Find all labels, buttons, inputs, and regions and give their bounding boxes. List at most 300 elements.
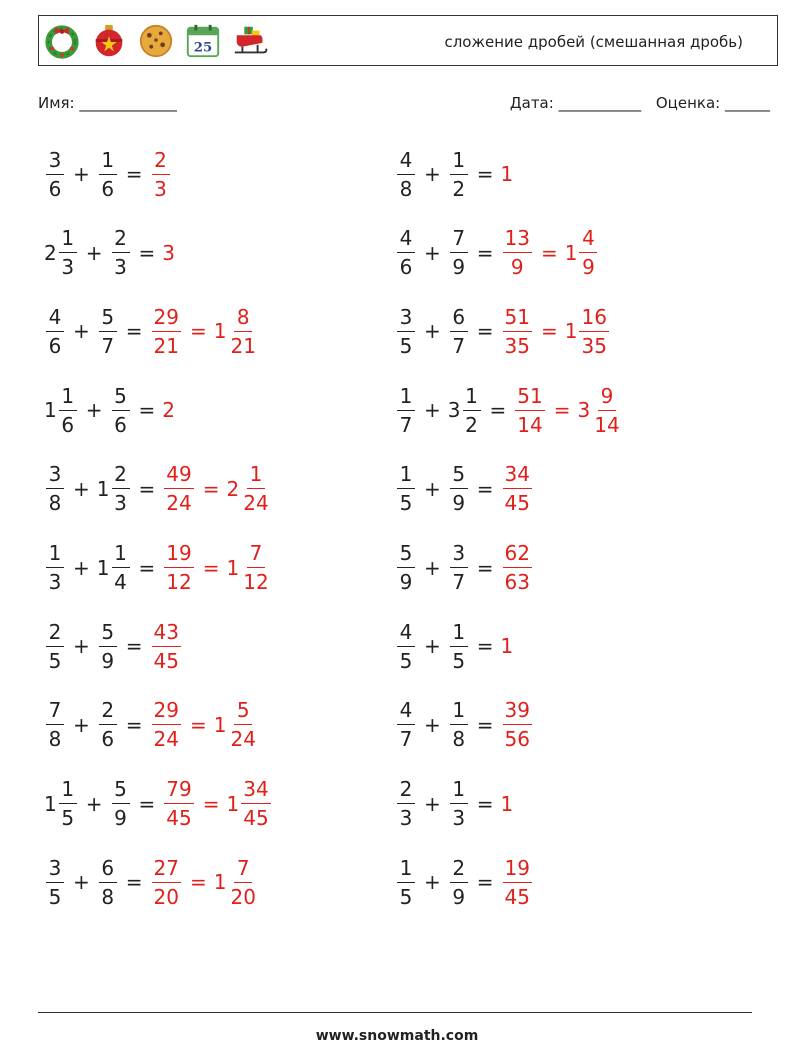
denominator: 2 — [465, 412, 478, 437]
mixed-number — [97, 147, 119, 201]
fraction — [46, 855, 64, 909]
mixed-number — [97, 543, 132, 592]
equals-sign: = — [138, 791, 156, 816]
numerator: 27 — [152, 858, 181, 883]
answer-fraction — [501, 698, 534, 752]
plus-sign: + — [424, 870, 441, 895]
plus-sign: + — [424, 555, 441, 580]
whole-part: 1 — [213, 712, 227, 737]
answer-fraction — [162, 777, 195, 831]
denominator: 3 — [399, 806, 413, 831]
denominator: 20 — [230, 884, 256, 909]
numerator: 2 — [112, 228, 130, 253]
ornament-icon — [90, 22, 128, 60]
equals-sign: = — [138, 398, 156, 423]
mixed-number — [448, 619, 470, 673]
answer-fraction — [513, 383, 546, 437]
numerator: 29 — [152, 700, 181, 725]
denominator: 9 — [510, 255, 524, 280]
answer-fraction — [226, 543, 272, 592]
mixed-number — [395, 619, 417, 673]
numerator: 79 — [164, 779, 193, 804]
equals-sign: = — [202, 791, 220, 816]
fraction — [515, 383, 544, 437]
plus-sign: + — [424, 162, 441, 186]
answer-fraction — [150, 619, 183, 673]
fraction — [503, 226, 532, 280]
denominator: 6 — [61, 412, 75, 437]
fraction — [397, 304, 415, 358]
denominator: 9 — [582, 255, 595, 280]
plus-sign: + — [424, 791, 441, 816]
numerator: 1 — [247, 464, 265, 489]
equals-sign: = — [189, 712, 207, 737]
mixed-number — [44, 383, 79, 437]
denominator: 14 — [594, 412, 620, 437]
answer-fraction — [577, 383, 623, 437]
numerator: 1 — [46, 543, 64, 568]
equals-sign: = — [202, 476, 220, 501]
denominator: 63 — [504, 570, 530, 594]
numerator: 1 — [397, 858, 415, 883]
plus-sign: + — [424, 398, 441, 423]
denominator: 3 — [154, 176, 167, 201]
denominator: 6 — [114, 412, 127, 437]
equals-sign: = — [476, 555, 494, 580]
wreath-icon — [43, 22, 81, 60]
numerator: 43 — [152, 622, 181, 647]
cookie-icon — [137, 22, 175, 60]
plus-sign: + — [85, 398, 103, 423]
mixed-number — [448, 855, 470, 909]
denominator: 7 — [399, 412, 413, 437]
fraction — [152, 619, 181, 673]
problem-item — [44, 533, 273, 603]
equals-sign: = — [138, 240, 156, 265]
denominator: 8 — [48, 491, 62, 516]
problem-item — [395, 218, 599, 288]
numerator: 13 — [503, 228, 532, 253]
fraction — [241, 543, 270, 592]
fraction — [397, 777, 415, 831]
answer-fraction — [213, 304, 260, 358]
denominator: 6 — [101, 176, 115, 201]
fraction — [397, 543, 415, 592]
fraction — [450, 619, 468, 673]
denominator: 24 — [166, 491, 192, 516]
answer-fraction — [564, 226, 600, 280]
whole-part: 1 — [44, 398, 57, 423]
mixed-number — [448, 147, 470, 201]
numerator: 34 — [503, 464, 532, 489]
numerator: 3 — [46, 858, 64, 883]
equals-sign: = — [125, 870, 143, 895]
numerator: 5 — [112, 779, 130, 804]
equals-sign: = — [125, 712, 143, 737]
answer-fraction — [150, 147, 172, 201]
name-field: Имя: _____________ — [38, 94, 177, 112]
whole-part: 1 — [564, 240, 578, 265]
denominator: 5 — [48, 648, 62, 673]
equals-sign: = — [553, 398, 571, 423]
numerator: 9 — [598, 386, 616, 411]
mixed-number — [44, 855, 66, 909]
denominator: 45 — [504, 491, 530, 516]
problem-item — [44, 454, 273, 524]
denominator: 3 — [48, 570, 62, 594]
numerator: 1 — [397, 464, 415, 489]
fraction — [450, 777, 468, 831]
equals-sign: = — [489, 398, 507, 423]
mixed-number — [97, 619, 119, 673]
numerator: 5 — [99, 622, 117, 647]
problem-item — [395, 139, 513, 209]
fraction — [152, 698, 181, 752]
date-field: Дата: ___________ — [509, 94, 642, 112]
denominator: 6 — [48, 176, 62, 201]
mixed-number — [44, 619, 66, 673]
mixed-number — [97, 855, 119, 909]
numerator: 51 — [515, 386, 544, 411]
mixed-number — [448, 543, 470, 592]
calendar-day: 25 — [193, 40, 213, 56]
mixed-number — [44, 462, 66, 516]
problem-item — [395, 690, 534, 760]
fraction — [46, 147, 64, 201]
numerator: 7 — [247, 543, 265, 568]
fraction — [112, 383, 130, 437]
problem-item — [395, 296, 611, 366]
denominator: 20 — [153, 884, 179, 909]
numerator: 1 — [99, 150, 117, 175]
fraction — [152, 147, 170, 201]
mixed-number — [110, 226, 132, 280]
denominator: 4 — [114, 570, 127, 594]
problem-item — [395, 611, 513, 681]
fraction — [592, 383, 621, 437]
mixed-number — [448, 226, 470, 280]
problem-item — [395, 454, 534, 524]
equals-sign: = — [202, 555, 220, 580]
numerator: 5 — [112, 386, 130, 411]
equals-sign: = — [138, 476, 156, 501]
numerator: 1 — [59, 228, 77, 253]
calendar-25-icon — [184, 22, 222, 60]
equals-sign: = — [476, 634, 494, 659]
fraction — [164, 462, 193, 516]
answer-fraction — [162, 543, 195, 592]
numerator: 16 — [579, 307, 608, 332]
fraction — [99, 304, 117, 358]
numerator: 1 — [450, 150, 468, 175]
denominator: 5 — [452, 648, 466, 673]
fraction — [450, 304, 468, 358]
fraction — [99, 619, 117, 673]
numerator: 4 — [397, 150, 415, 175]
plus-sign: + — [73, 634, 90, 659]
denominator: 6 — [48, 333, 62, 358]
numerator: 2 — [450, 858, 468, 883]
mixed-number — [96, 462, 132, 516]
problem-item — [44, 375, 175, 445]
numerator: 2 — [397, 779, 415, 804]
plus-sign: + — [73, 476, 90, 501]
denominator: 9 — [452, 884, 466, 909]
numerator: 4 — [397, 228, 415, 253]
equals-sign: = — [540, 240, 558, 265]
numerator: 5 — [99, 307, 117, 332]
numerator: 19 — [503, 858, 532, 883]
plus-sign: + — [73, 712, 90, 737]
whole-part: 2 — [226, 476, 240, 501]
fraction — [241, 462, 270, 516]
numerator: 8 — [234, 307, 252, 332]
footer-divider — [38, 1012, 752, 1013]
plus-sign: + — [424, 319, 441, 344]
equals-sign: = — [125, 634, 143, 659]
numerator: 1 — [450, 700, 468, 725]
mixed-number — [110, 383, 132, 437]
fraction — [397, 462, 415, 516]
mixed-number — [448, 777, 470, 831]
problem-item — [44, 611, 183, 681]
mixed-number — [395, 855, 417, 909]
numerator: 7 — [46, 700, 64, 725]
mixed-number — [395, 698, 417, 752]
mixed-number — [448, 462, 470, 516]
fraction — [46, 543, 64, 592]
numerator: 2 — [99, 700, 117, 725]
numerator: 4 — [397, 700, 415, 725]
problem-item — [44, 847, 260, 917]
problem-item — [44, 218, 175, 288]
mixed-number — [44, 304, 66, 358]
fraction — [46, 619, 64, 673]
plus-sign: + — [424, 712, 441, 737]
fraction — [450, 147, 468, 201]
fraction — [397, 147, 415, 201]
answer-integer: 1 — [500, 162, 514, 186]
numerator: 7 — [234, 858, 252, 883]
fraction — [112, 543, 130, 592]
fraction — [397, 619, 415, 673]
denominator: 14 — [517, 412, 543, 437]
mixed-number — [44, 147, 66, 201]
fraction — [503, 462, 532, 516]
denominator: 9 — [452, 491, 466, 516]
mixed-number — [97, 304, 119, 358]
numerator: 49 — [164, 464, 193, 489]
answer-fraction — [150, 698, 183, 752]
fraction — [450, 543, 468, 592]
fraction — [112, 462, 130, 516]
denominator: 3 — [452, 806, 466, 831]
answer-fraction — [501, 543, 534, 592]
denominator: 3 — [114, 491, 127, 516]
denominator: 21 — [153, 333, 179, 358]
mixed-number — [395, 383, 417, 437]
fraction — [450, 855, 468, 909]
header-icons — [43, 22, 269, 60]
numerator: 7 — [450, 228, 468, 253]
whole-part: 1 — [226, 555, 240, 580]
plus-sign: + — [424, 634, 441, 659]
denominator: 45 — [153, 648, 179, 673]
numerator: 1 — [59, 386, 77, 411]
fraction — [397, 226, 415, 280]
equals-sign: = — [476, 319, 494, 344]
numerator: 1 — [59, 779, 77, 804]
denominator: 24 — [243, 491, 269, 516]
whole-part: 1 — [96, 555, 110, 580]
fraction — [503, 543, 532, 592]
denominator: 45 — [504, 884, 530, 909]
numerator: 62 — [503, 543, 532, 568]
denominator: 5 — [399, 884, 413, 909]
fraction — [112, 777, 130, 831]
denominator: 8 — [48, 727, 62, 752]
equals-sign: = — [476, 791, 494, 816]
fraction — [59, 777, 77, 831]
answer-fraction — [501, 226, 534, 280]
whole-part: 2 — [44, 240, 57, 265]
answer-fraction — [162, 462, 195, 516]
mixed-number — [448, 304, 470, 358]
problem-item — [44, 690, 260, 760]
whole-part: 1 — [213, 319, 227, 344]
problem-item — [44, 769, 273, 839]
fraction — [46, 698, 64, 752]
date-grade-fields — [500, 94, 770, 112]
denominator: 9 — [399, 570, 413, 594]
answer-integer: 1 — [500, 791, 514, 816]
fraction — [503, 698, 532, 752]
denominator: 35 — [581, 333, 607, 358]
plus-sign: + — [424, 240, 441, 265]
denominator: 3 — [61, 255, 75, 280]
denominator: 7 — [452, 333, 466, 358]
fraction — [59, 383, 77, 437]
denominator: 5 — [48, 884, 62, 909]
fraction — [228, 855, 257, 909]
mixed-number — [44, 777, 79, 831]
grade-field: Оценка: ______ — [655, 94, 770, 112]
fraction — [397, 855, 415, 909]
mixed-number — [110, 777, 132, 831]
equals-sign: = — [189, 319, 207, 344]
fraction — [241, 777, 270, 831]
problem-item — [44, 139, 172, 209]
plus-sign: + — [73, 555, 90, 580]
fraction — [579, 304, 608, 358]
fraction — [152, 304, 181, 358]
numerator: 2 — [152, 150, 170, 175]
denominator: 35 — [504, 333, 530, 358]
denominator: 6 — [101, 727, 115, 752]
numerator: 5 — [234, 700, 252, 725]
plus-sign: + — [73, 162, 90, 186]
problem-item — [395, 375, 624, 445]
numerator: 3 — [450, 543, 468, 568]
numerator: 1 — [450, 779, 468, 804]
fraction — [228, 304, 257, 358]
numerator: 4 — [46, 307, 64, 332]
equals-sign: = — [125, 162, 143, 186]
mixed-number — [395, 226, 417, 280]
worksheet-header — [38, 15, 778, 66]
fraction — [450, 462, 468, 516]
denominator: 8 — [101, 884, 115, 909]
answer-fraction — [213, 855, 260, 909]
fraction — [152, 855, 181, 909]
problem-item — [395, 769, 513, 839]
answer-fraction — [564, 304, 611, 358]
mixed-number — [395, 304, 417, 358]
fraction — [59, 226, 77, 280]
denominator: 8 — [399, 176, 413, 201]
denominator: 12 — [166, 570, 192, 594]
fraction — [463, 383, 481, 437]
whole-part: 3 — [447, 398, 461, 423]
plus-sign: + — [73, 870, 90, 895]
equals-sign: = — [476, 712, 494, 737]
plus-sign: + — [73, 319, 90, 344]
equals-sign: = — [189, 870, 207, 895]
mixed-number — [395, 147, 417, 201]
equals-sign: = — [476, 870, 494, 895]
answer-fraction — [501, 462, 534, 516]
equals-sign: = — [138, 555, 156, 580]
fraction — [164, 777, 193, 831]
fraction — [503, 304, 532, 358]
mixed-number — [44, 543, 66, 592]
fraction — [99, 698, 117, 752]
mixed-number — [395, 777, 417, 831]
fraction — [46, 462, 64, 516]
fraction — [397, 698, 415, 752]
problem-item — [395, 533, 534, 603]
mixed-number — [448, 698, 470, 752]
fraction — [397, 383, 415, 437]
answer-fraction — [501, 855, 534, 909]
fraction — [112, 226, 130, 280]
numerator: 4 — [397, 622, 415, 647]
fraction — [99, 147, 117, 201]
fraction — [164, 543, 193, 592]
whole-part: 1 — [226, 791, 240, 816]
whole-part: 3 — [577, 398, 591, 423]
numerator: 34 — [241, 779, 270, 804]
answer-fraction — [150, 855, 183, 909]
answer-fraction — [501, 304, 534, 358]
numerator: 1 — [397, 386, 415, 411]
denominator: 24 — [153, 727, 179, 752]
denominator: 5 — [399, 333, 413, 358]
worksheet-title: сложение дробей (смешанная дробь) — [444, 33, 743, 51]
whole-part: 1 — [564, 319, 578, 344]
fraction — [228, 698, 257, 752]
numerator: 29 — [152, 307, 181, 332]
answer-integer: 2 — [162, 398, 175, 423]
numerator: 1 — [463, 386, 481, 411]
denominator: 21 — [230, 333, 256, 358]
whole-part: 1 — [96, 476, 110, 501]
equals-sign: = — [540, 319, 558, 344]
numerator: 6 — [99, 858, 117, 883]
numerator: 5 — [450, 464, 468, 489]
denominator: 24 — [230, 727, 256, 752]
answer-fraction — [226, 462, 272, 516]
